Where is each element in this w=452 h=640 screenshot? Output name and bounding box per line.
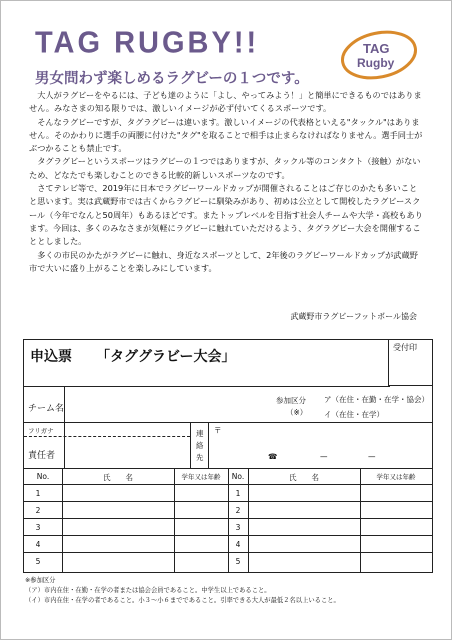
row-number: 2 (235, 506, 241, 515)
divider (24, 422, 432, 423)
row-number: 5 (35, 557, 41, 566)
manager-label: 責任者 (28, 451, 56, 461)
note-item: （ア）市内在住・在勤・在学の者または協会会員であること。中学生以上であること。 (25, 587, 271, 594)
row-number: 4 (35, 540, 41, 549)
col-header-grade: 学年又は年齢 (181, 473, 221, 481)
paragraph: そんなラグビーですが、タグラグビーは違います。激しいイメージの代表格といえる"タックル"はありません。そのかわりに選手の両腰に付けた"タグ"を取ることで相手は止まらなければなりません。選手同士がぶつかることも禁止です。 (29, 116, 423, 154)
divider (64, 386, 65, 422)
divider (62, 468, 63, 572)
receipt-label: 受付印 (393, 343, 417, 352)
contact-label-3: 先 (196, 453, 204, 462)
rugby-ball-icon (339, 29, 419, 81)
row-number: 1 (35, 489, 41, 498)
row-number: 3 (235, 523, 241, 532)
row-number: 3 (35, 523, 41, 532)
col-header-no: No. (231, 472, 245, 481)
form-notes (25, 576, 340, 606)
note-item: （イ）市内在住・在学の者であること。小３～小６までであること。引率できる大人が最低２名以上いること。 (25, 597, 340, 604)
row-number: 2 (35, 506, 41, 515)
team-label: チーム名 (28, 404, 65, 414)
category-note: （※） (286, 408, 308, 417)
receipt-stamp-box (388, 340, 432, 386)
form-title (30, 346, 235, 366)
page-subtitle: 男女問わず楽しめるラグビーの１つです。 (35, 71, 309, 87)
divider (64, 422, 65, 468)
divider (190, 422, 191, 468)
row-number: 5 (235, 557, 241, 566)
page-title: TAG RUGBY!! (35, 26, 260, 60)
divider (360, 468, 361, 572)
col-header-name: 氏 名 (103, 473, 133, 482)
contact-label-1: 連 (196, 429, 204, 438)
paragraph: 多くの市民のかたがラグビーに触れ、身近なスポーツとして、2年後のラグビーワールドカップが武蔵野市で大いに盛り上がることを楽しみにしています。 (29, 249, 418, 273)
category-option-b: イ（在住・在学） (324, 410, 384, 419)
phone-separator: — (320, 452, 328, 461)
paragraph: タグラグビーというスポーツはラグビーの１つではありますが、タックル等のコンタクト（接触）がないため、どなたでも楽しむことのできる比較的新しいスポーツなのです。 (29, 156, 421, 180)
divider (24, 436, 190, 437)
intro-text (29, 89, 425, 275)
divider (24, 386, 390, 387)
divider (174, 468, 175, 572)
note-heading: ※参加区分 (25, 577, 56, 584)
paragraph: 大人がラグビーをやるには、子ども達のように「よし、やってみよう！」と簡単にできるものではありません。みなさまの知る限りでは、激しいイメージが必ず付いてくるスポーツです。 (29, 90, 422, 114)
divider (208, 422, 209, 468)
category-option-a: ア（在住・在勤・在学・協会） (324, 395, 429, 404)
furigana-label: フリガナ (28, 427, 54, 435)
row-number: 4 (235, 540, 241, 549)
application-form (23, 339, 433, 573)
postal-mark: 〒 (214, 426, 222, 435)
col-header-name: 氏 名 (289, 473, 319, 482)
col-header-grade: 学年又は年齢 (376, 473, 416, 481)
tag-rugby-logo (339, 29, 419, 81)
phone-separator: — (368, 452, 376, 461)
row-number: 1 (235, 489, 241, 498)
col-header-no: No. (36, 472, 50, 481)
logo-line2: Rugby (357, 56, 395, 70)
event-name: 「タググラビー大会」 (96, 349, 236, 365)
form-heading: 申込票 (30, 349, 72, 365)
contact-label-2: 絡 (196, 441, 204, 450)
paragraph: さてテレビ等で、2019年に日本でラグビーワールドカップが開催されることはご存じのかたも多いことと思います。実は武蔵野市では古くからラグビーに馴染みがあり、初めは公立として開校したラグビースクール（今年でなんと50周年）もあるほどです。またトップレベルを目指す社会人チームや大学・高校もあります。今回は、多くのみなさまが気軽にラグビーに触れていただけるよう、タグラグビー大会を開催することとしました。 (29, 183, 423, 247)
divider (248, 468, 249, 572)
category-label: 参加区分 (276, 396, 306, 405)
logo-line1: TAG (363, 41, 390, 56)
organizer-name: 武蔵野市ラグビーフットボール協会 (290, 312, 417, 321)
phone-icon: ☎ (268, 452, 278, 461)
